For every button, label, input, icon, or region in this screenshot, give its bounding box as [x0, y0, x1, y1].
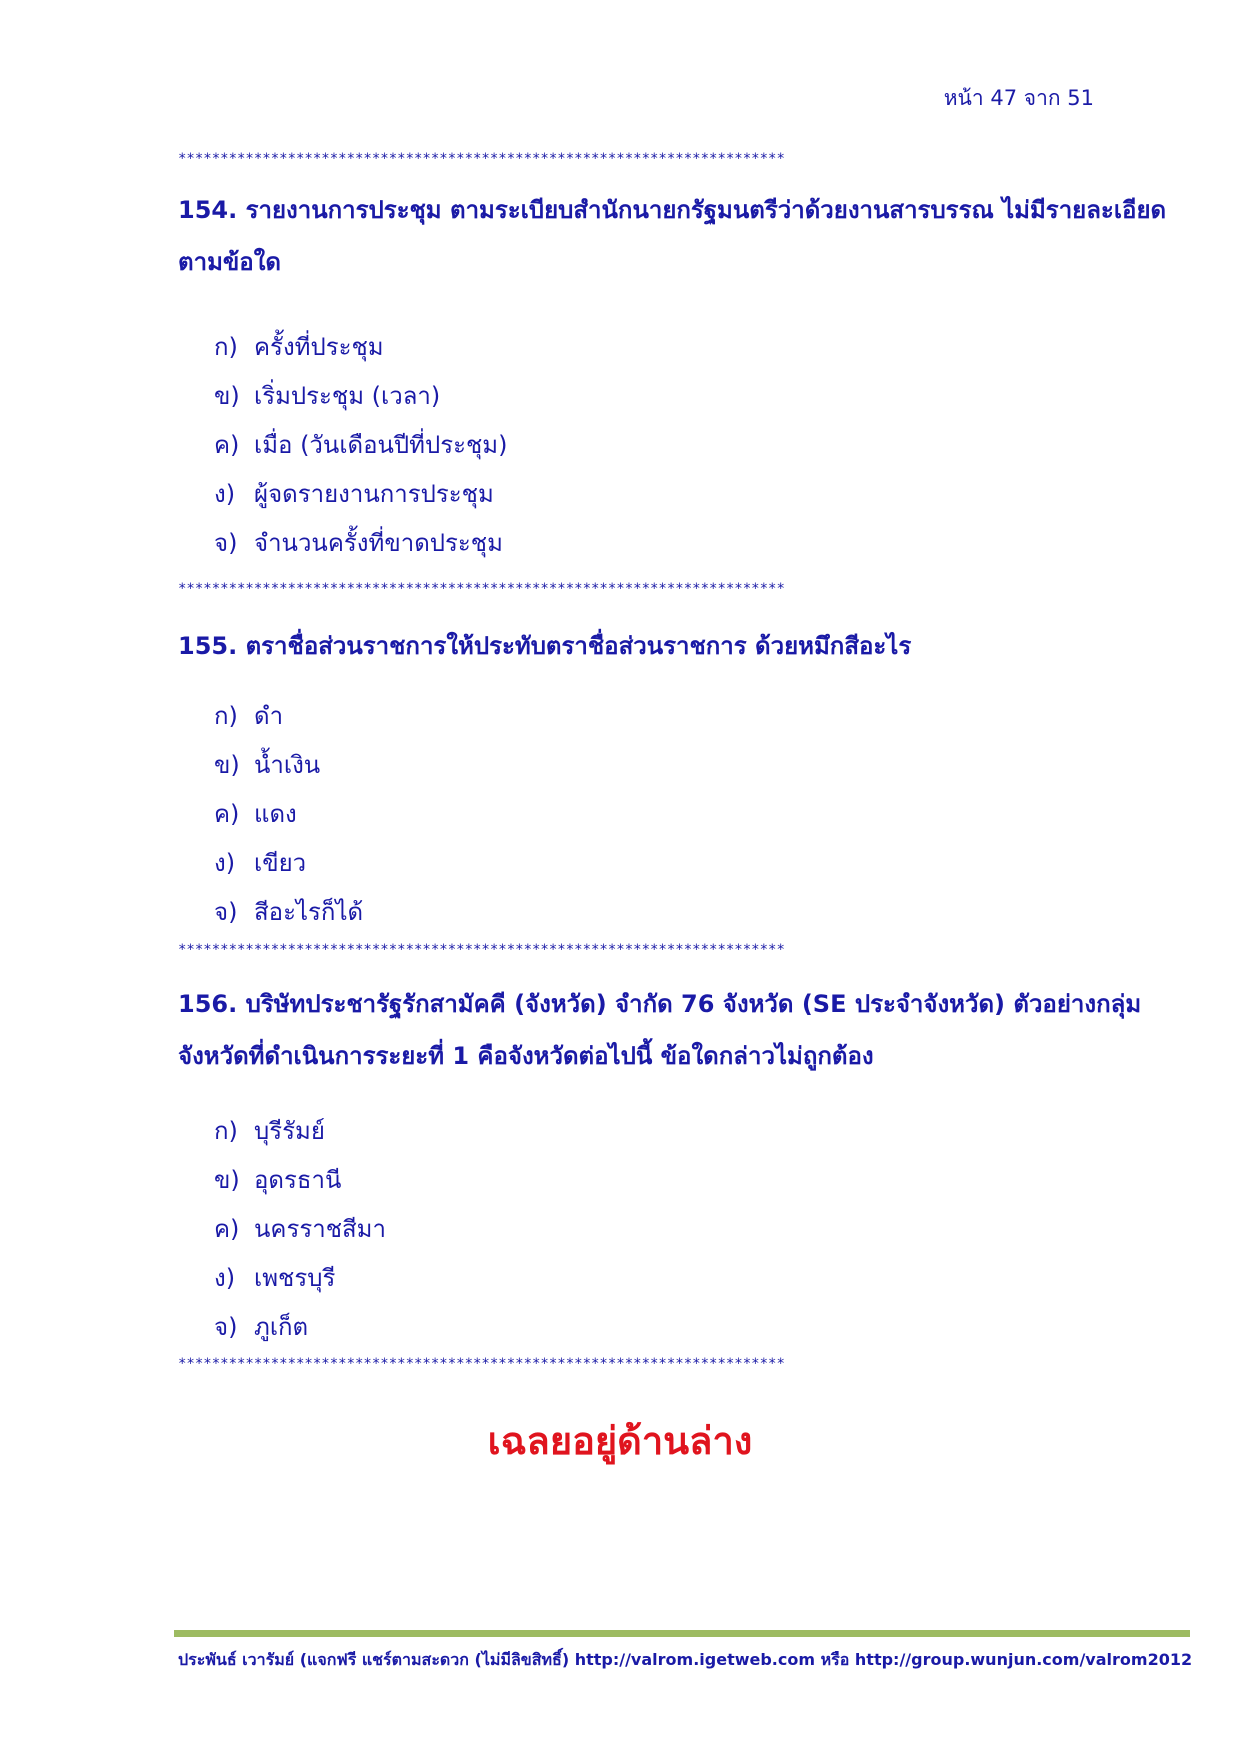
choice-item	[214, 1107, 386, 1156]
choice-letter: จ)	[214, 529, 238, 557]
choices-156	[214, 1107, 386, 1352]
choice-item	[214, 741, 363, 790]
choice-text: อุดรธานี	[254, 1166, 342, 1194]
choice-item	[214, 323, 507, 372]
choice-letter: ก)	[214, 702, 238, 730]
choice-item	[214, 1156, 386, 1205]
choice-item	[214, 790, 363, 839]
choice-text: น้ำเงิน	[254, 751, 321, 779]
choice-text: ภูเก็ต	[254, 1313, 309, 1341]
choice-letter: จ)	[214, 1313, 238, 1341]
choice-letter: ข)	[214, 751, 240, 779]
choice-item	[214, 1254, 386, 1303]
page-number: หน้า 47 จาก 51	[943, 86, 1094, 110]
choice-letter: ง)	[214, 1264, 236, 1292]
choice-letter: ก)	[214, 1117, 238, 1145]
choice-item	[214, 421, 507, 470]
choice-letter: ง)	[214, 480, 236, 508]
choice-text: จำนวนครั้งที่ขาดประชุม	[254, 529, 503, 557]
footer-credit: ประพันธ์ เวารัมย์ (แจกฟรี แชร์ตามสะดวก (ไม่มีลิขสิทธิ์) http://valrom.igetweb.com หรือ http://group.wunjun.com/valrom2012	[178, 1650, 1193, 1669]
question-156: 156. บริษัทประชารัฐรักสามัคคี (จังหวัด) จำกัด 76 จังหวัด (SE ประจำจังหวัด) ตัวอย่างกลุ่มจังหวัดที่ดำเนินการระยะที่ 1 คือจังหวัดต่อไปนี้ ข้อใดกล่าวไม่ถูกต้อง	[178, 990, 1142, 1070]
choices-154	[214, 323, 507, 568]
choice-item	[214, 839, 363, 888]
choice-letter: ค)	[214, 1215, 240, 1243]
choice-item	[214, 372, 507, 421]
choice-text: เมื่อ (วันเดือนปีที่ประชุม)	[254, 431, 508, 459]
choices-155	[214, 692, 363, 937]
choice-text: บุรีรัมย์	[254, 1117, 325, 1145]
choice-item	[214, 519, 507, 568]
choice-letter: ง)	[214, 849, 236, 877]
choice-text: เพชรบุรี	[254, 1264, 336, 1292]
choice-text: เริ่มประชุม (เวลา)	[254, 382, 441, 410]
choice-text: แดง	[254, 800, 297, 828]
footer-divider	[174, 1630, 1190, 1637]
choice-text: เขียว	[254, 849, 307, 877]
choice-letter: ข)	[214, 382, 240, 410]
choice-item	[214, 692, 363, 741]
choice-letter: ก)	[214, 333, 238, 361]
choice-text: ดำ	[254, 702, 284, 730]
choice-text: สีอะไรก็ได้	[254, 898, 364, 926]
choice-item	[214, 1205, 386, 1254]
choice-item	[214, 470, 507, 519]
choice-item	[214, 1303, 386, 1352]
separator: ************************************************************************	[178, 151, 785, 167]
choice-text: นครราชสีมา	[254, 1215, 386, 1243]
choice-letter: จ)	[214, 898, 238, 926]
separator: ************************************************************************	[178, 942, 785, 958]
choice-letter: ข)	[214, 1166, 240, 1194]
choice-letter: ค)	[214, 800, 240, 828]
question-155: 155. ตราชื่อส่วนราชการให้ประทับตราชื่อส่วนราชการ ด้วยหมึกสีอะไร	[178, 632, 912, 660]
question-154: 154. รายงานการประชุม ตามระเบียบสำนักนายกรัฐมนตรีว่าด้วยงานสารบรรณ ไม่มีรายละเอียดตามข้อใด	[178, 196, 1167, 276]
choice-letter: ค)	[214, 431, 240, 459]
choice-text: ผู้จดรายงานการประชุม	[254, 480, 494, 508]
separator: ************************************************************************	[178, 581, 785, 597]
separator: ************************************************************************	[178, 1356, 785, 1372]
choice-text: ครั้งที่ประชุม	[254, 333, 384, 361]
choice-item	[214, 888, 363, 937]
answer-below-note: เฉลยอยู่ด้านล่าง	[487, 1419, 753, 1463]
